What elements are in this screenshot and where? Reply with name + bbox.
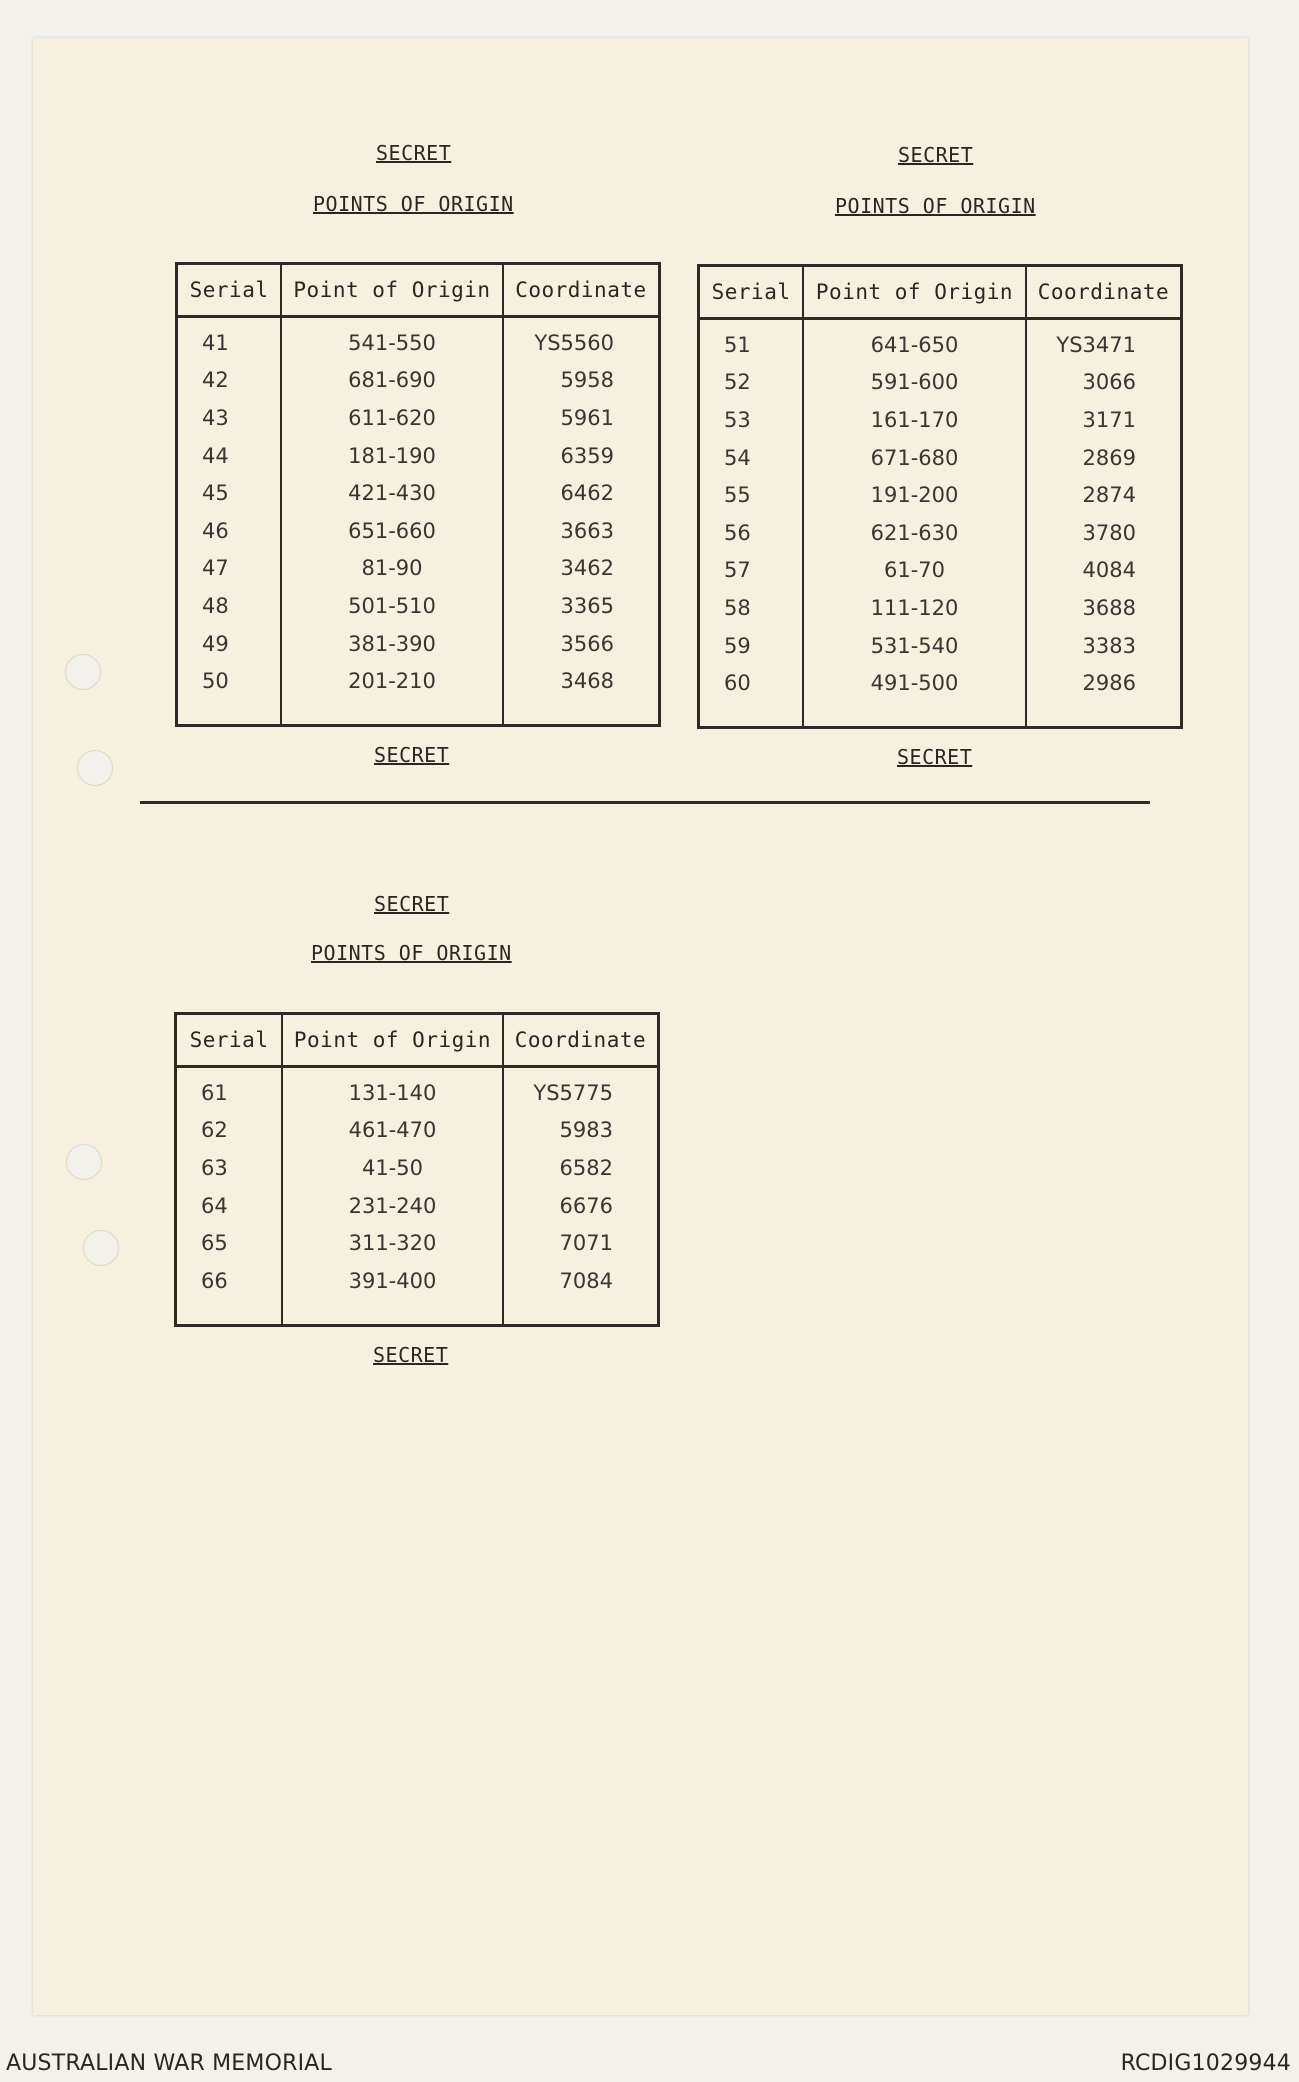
punch-hole	[65, 654, 101, 690]
column-header-coordinate: Coordinate	[503, 264, 660, 317]
serial-cell: 57	[699, 552, 804, 590]
table-row	[177, 662, 660, 725]
serial-cell: 49	[177, 625, 282, 663]
table-row	[699, 589, 1182, 627]
serial-cell: 54	[699, 439, 804, 477]
punch-hole	[66, 1144, 102, 1180]
coordinate-cell: 3171	[1082, 407, 1136, 432]
column-header-point-of-origin: Point of Origin	[281, 264, 503, 317]
table-row	[177, 362, 660, 400]
point-of-origin-cell: 611-620	[281, 399, 503, 437]
serial-cell: 59	[699, 627, 804, 665]
coordinate-cell: 5961	[560, 405, 614, 430]
point-of-origin-cell: 621-630	[803, 514, 1026, 552]
coordinate-cell: 3663	[560, 518, 614, 543]
coordinate-cell: 6676	[559, 1193, 613, 1218]
block-title: POINTS OF ORIGIN	[311, 941, 512, 965]
serial-cell: 50	[177, 662, 282, 725]
column-header-serial: Serial	[699, 266, 804, 319]
table-row	[699, 552, 1182, 590]
serial-cell: 55	[699, 476, 804, 514]
table-row	[177, 512, 660, 550]
footer-record-id: RCDIG1029944	[1120, 2051, 1291, 2076]
point-of-origin-cell: 391-400	[282, 1262, 503, 1325]
coordinate-cell: 7084	[559, 1268, 613, 1293]
coordinate-cell: YS5775	[533, 1080, 613, 1105]
coordinate-cell: 6359	[560, 443, 614, 468]
serial-cell: 64	[176, 1187, 283, 1225]
secret-header: SECRET	[898, 143, 974, 167]
point-of-origin-cell: 641-650	[803, 319, 1026, 364]
table-row	[699, 401, 1182, 439]
table-row	[176, 1112, 659, 1150]
table-row	[177, 317, 660, 362]
serial-cell: 61	[176, 1067, 283, 1112]
point-of-origin-cell: 501-510	[281, 587, 503, 625]
point-of-origin-cell: 191-200	[803, 476, 1026, 514]
coordinate-cell: 3066	[1082, 370, 1136, 395]
point-of-origin-cell: 131-140	[282, 1067, 503, 1112]
serial-cell: 58	[699, 589, 804, 627]
point-of-origin-cell: 81-90	[281, 550, 503, 588]
block-title: POINTS OF ORIGIN	[835, 194, 1036, 218]
table-row	[177, 550, 660, 588]
punch-hole	[77, 750, 113, 786]
table-row	[699, 364, 1182, 402]
point-of-origin-cell: 591-600	[803, 364, 1026, 402]
section-divider	[140, 801, 1150, 804]
coordinate-cell: 3462	[560, 556, 614, 581]
serial-cell: 53	[699, 401, 804, 439]
coordinate-cell: 3383	[1082, 633, 1136, 658]
origin-table	[175, 262, 661, 727]
table-row	[177, 399, 660, 437]
point-of-origin-cell: 381-390	[281, 625, 503, 663]
table-row	[176, 1224, 659, 1262]
table-header-row	[699, 266, 1182, 319]
serial-cell: 41	[177, 317, 282, 362]
column-header-coordinate: Coordinate	[503, 1014, 659, 1067]
column-header-serial: Serial	[177, 264, 282, 317]
secret-header: SECRET	[374, 892, 450, 916]
serial-cell: 46	[177, 512, 282, 550]
serial-cell: 52	[699, 364, 804, 402]
point-of-origin-cell: 491-500	[803, 664, 1026, 727]
point-of-origin-cell: 161-170	[803, 401, 1026, 439]
point-of-origin-cell: 541-550	[281, 317, 503, 362]
secret-footer: SECRET	[374, 743, 450, 767]
serial-cell: 63	[176, 1149, 283, 1187]
table-header-row	[177, 264, 660, 317]
coordinate-cell: 3780	[1082, 520, 1136, 545]
block-title: POINTS OF ORIGIN	[313, 192, 514, 216]
table-row	[177, 474, 660, 512]
table-header-row	[176, 1014, 659, 1067]
point-of-origin-cell: 231-240	[282, 1187, 503, 1225]
table-row	[176, 1187, 659, 1225]
origin-table	[174, 1012, 660, 1327]
serial-cell: 42	[177, 362, 282, 400]
point-of-origin-cell: 201-210	[281, 662, 503, 725]
coordinate-cell: YS3471	[1056, 332, 1136, 357]
coordinate-cell: 5958	[560, 368, 614, 393]
punch-hole	[83, 1230, 119, 1266]
point-of-origin-cell: 531-540	[803, 627, 1026, 665]
serial-cell: 45	[177, 474, 282, 512]
serial-cell: 60	[699, 664, 804, 727]
point-of-origin-cell: 111-120	[803, 589, 1026, 627]
table-row	[699, 476, 1182, 514]
point-of-origin-cell: 461-470	[282, 1112, 503, 1150]
serial-cell: 43	[177, 399, 282, 437]
serial-cell: 44	[177, 437, 282, 475]
origin-table	[697, 264, 1183, 729]
table-row	[177, 587, 660, 625]
table-row	[699, 664, 1182, 727]
column-header-point-of-origin: Point of Origin	[282, 1014, 503, 1067]
point-of-origin-cell: 181-190	[281, 437, 503, 475]
coordinate-cell: 2874	[1082, 483, 1136, 508]
point-of-origin-cell: 681-690	[281, 362, 503, 400]
coordinate-cell: 5983	[559, 1118, 613, 1143]
table-row	[177, 625, 660, 663]
table-row	[699, 627, 1182, 665]
point-of-origin-cell: 61-70	[803, 552, 1026, 590]
serial-cell: 65	[176, 1224, 283, 1262]
serial-cell: 66	[176, 1262, 283, 1325]
table-row	[177, 437, 660, 475]
coordinate-cell: 2869	[1082, 445, 1136, 470]
secret-footer: SECRET	[897, 745, 973, 769]
column-header-point-of-origin: Point of Origin	[803, 266, 1026, 319]
point-of-origin-cell: 311-320	[282, 1224, 503, 1262]
footer-institution: AUSTRALIAN WAR MEMORIAL	[6, 2051, 332, 2076]
table-row	[699, 439, 1182, 477]
point-of-origin-cell: 421-430	[281, 474, 503, 512]
coordinate-cell: 3566	[560, 631, 614, 656]
coordinate-cell: 6582	[559, 1155, 613, 1180]
serial-cell: 56	[699, 514, 804, 552]
column-header-serial: Serial	[176, 1014, 283, 1067]
coordinate-cell: 4084	[1082, 558, 1136, 583]
point-of-origin-cell: 41-50	[282, 1149, 503, 1187]
table-row	[699, 514, 1182, 552]
coordinate-cell: YS5560	[534, 330, 614, 355]
coordinate-cell: 3365	[560, 593, 614, 618]
coordinate-cell: 2986	[1082, 671, 1136, 696]
serial-cell: 47	[177, 550, 282, 588]
point-of-origin-cell: 651-660	[281, 512, 503, 550]
coordinate-cell: 7071	[559, 1231, 613, 1256]
table-row	[176, 1262, 659, 1325]
table-row	[699, 319, 1182, 364]
secret-footer: SECRET	[373, 1343, 449, 1367]
column-header-coordinate: Coordinate	[1026, 266, 1182, 319]
point-of-origin-cell: 671-680	[803, 439, 1026, 477]
secret-header: SECRET	[376, 141, 452, 165]
table-row	[176, 1149, 659, 1187]
serial-cell: 48	[177, 587, 282, 625]
coordinate-cell: 6462	[560, 481, 614, 506]
serial-cell: 51	[699, 319, 804, 364]
serial-cell: 62	[176, 1112, 283, 1150]
table-row	[176, 1067, 659, 1112]
coordinate-cell: 3468	[560, 669, 614, 694]
coordinate-cell: 3688	[1082, 595, 1136, 620]
